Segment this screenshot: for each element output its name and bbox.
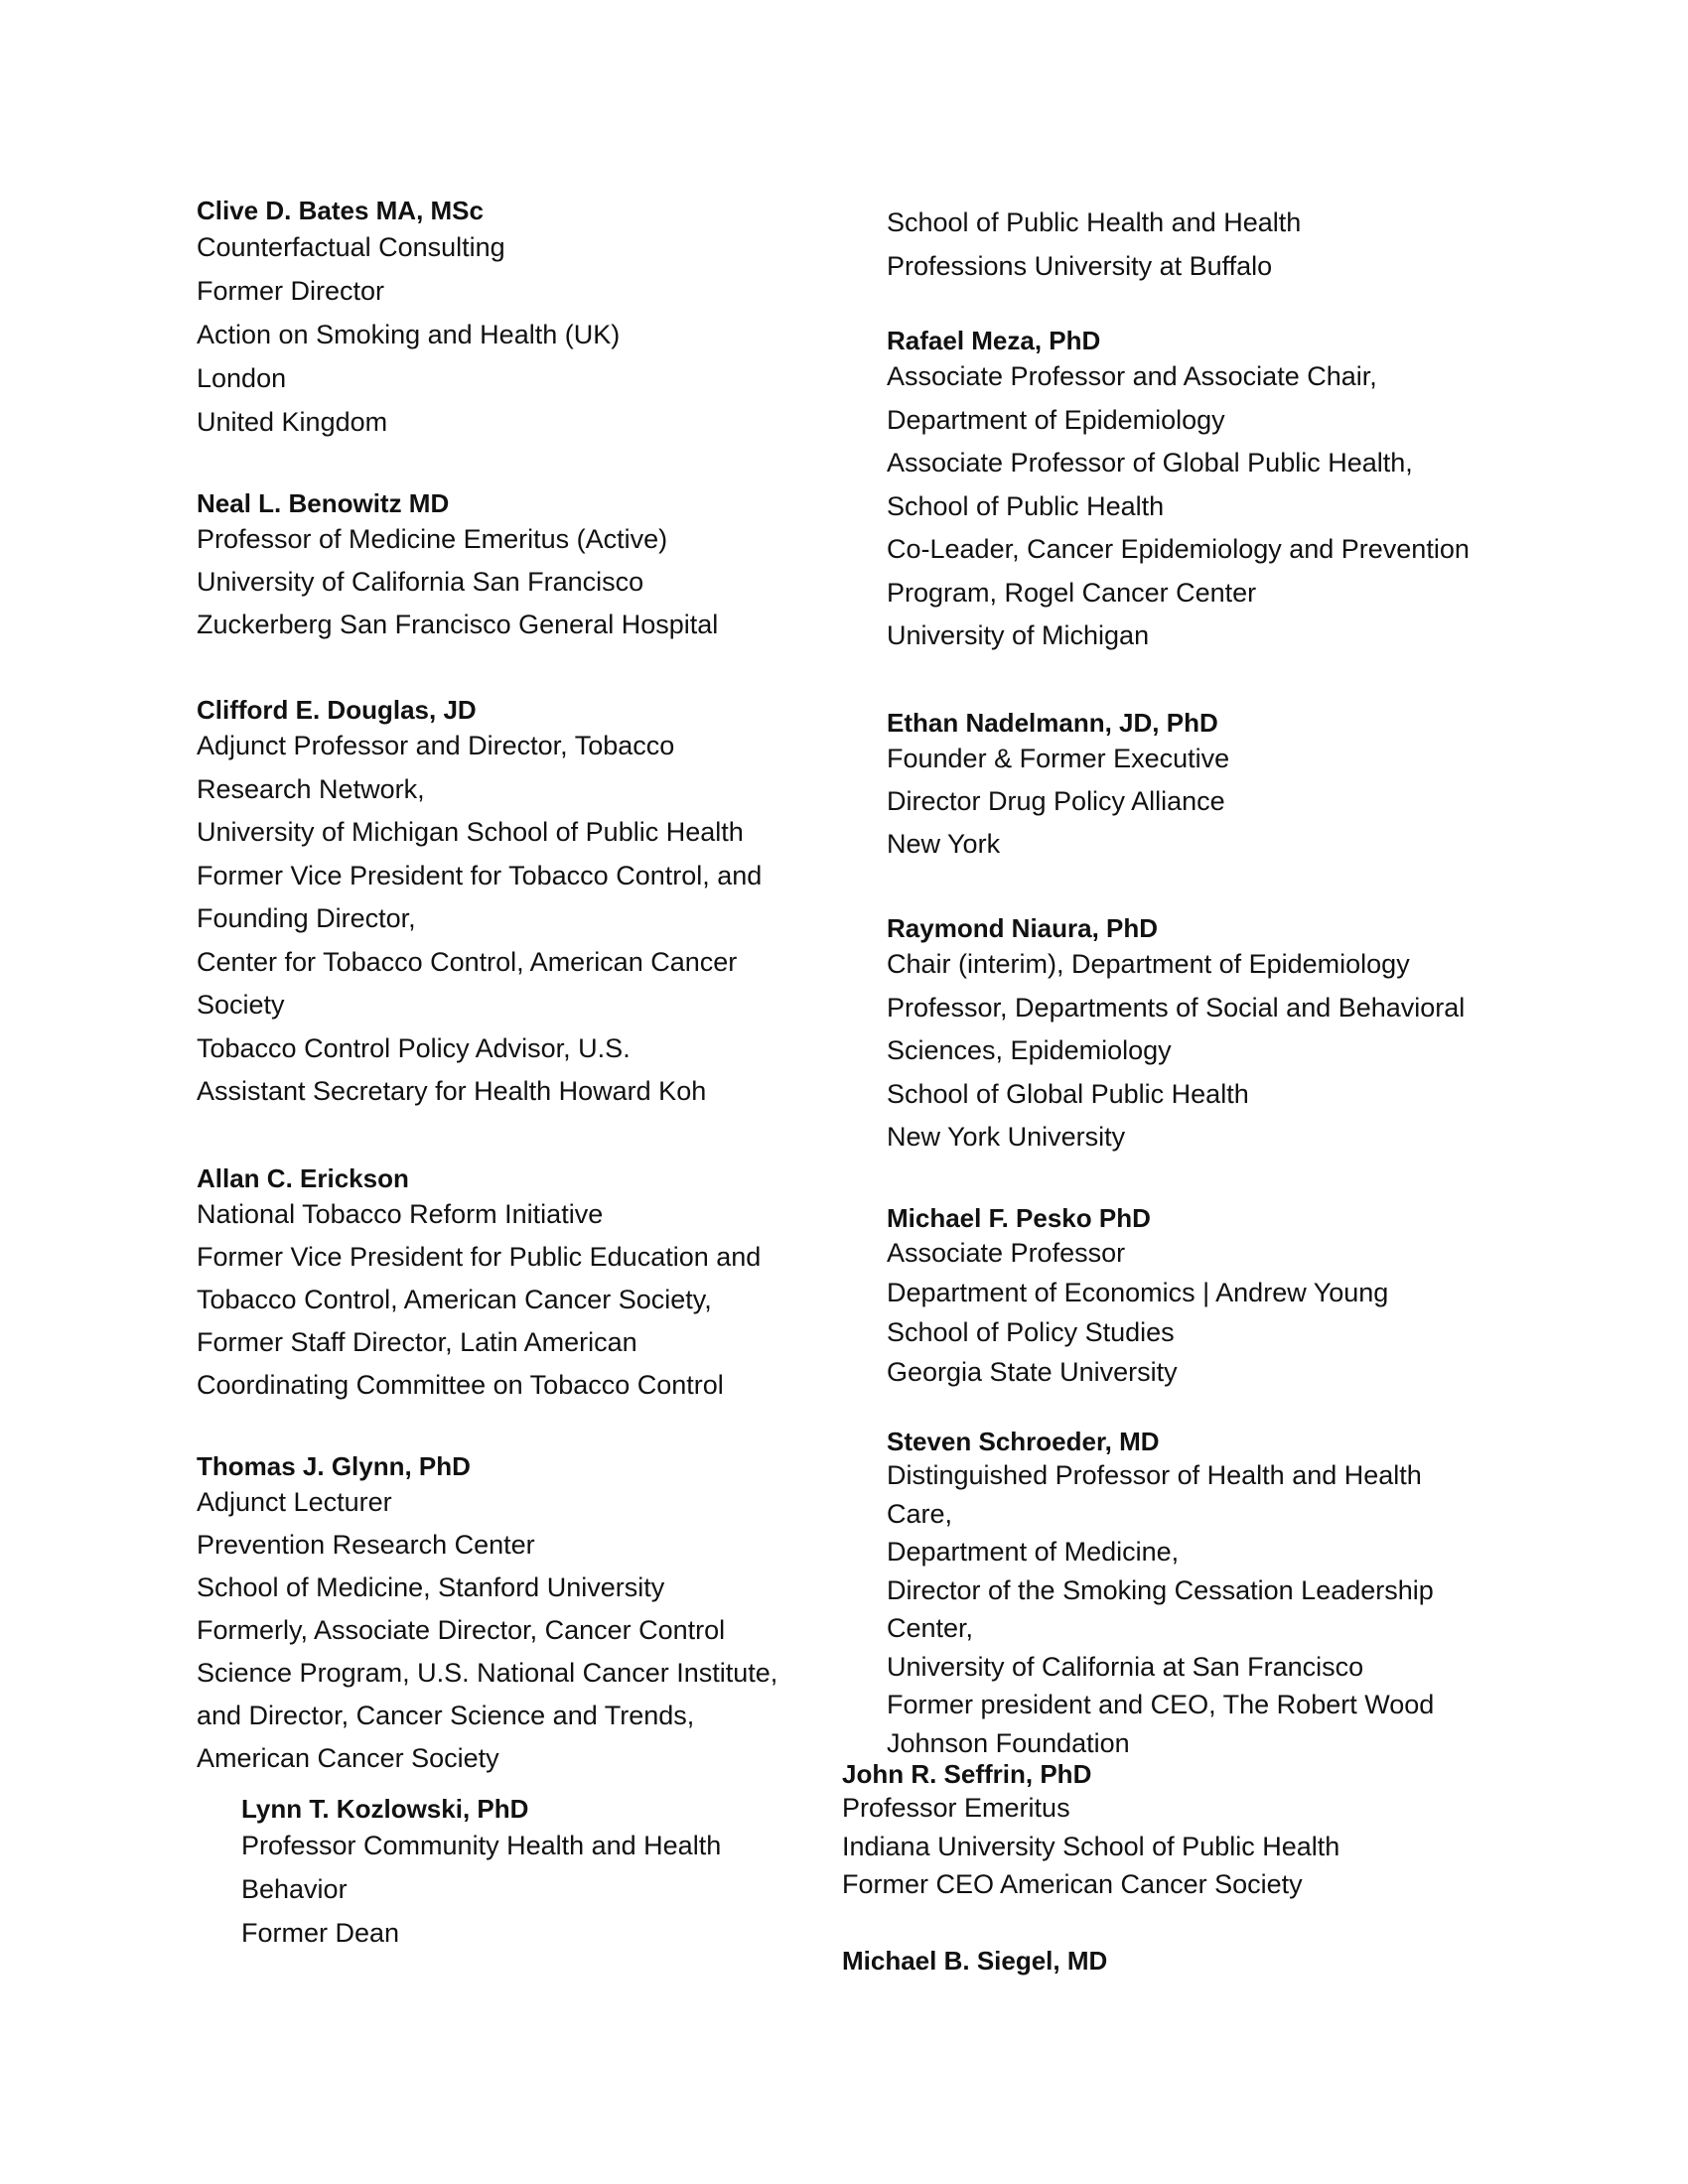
affiliation-line: London [197,363,287,393]
signatory-entry [197,1163,832,1407]
affiliation-line: Prevention Research Center [197,1530,535,1560]
affiliation-line: New York University [887,1122,1126,1152]
affiliation-line: Chair (interim), Department of Epidemiology [887,949,1410,979]
affiliation-line: Department of Medicine, [887,1537,1180,1567]
affiliation-line: American Cancer Society [197,1743,499,1773]
signatory-entry [197,488,832,646]
affiliation-line: Professor, Departments of Social and Behavioral [887,992,1466,1023]
affiliation-line: Former Vice President for Public Education and [197,1242,762,1272]
affiliation-line: School of Global Public Health [887,1078,1249,1109]
signatory-entry [197,695,832,1114]
affiliation-line: School of Public Health and Health [887,207,1302,237]
affiliation-line: Former CEO American Cancer Society [842,1869,1303,1899]
affiliation-line: Co-Leader, Cancer Epidemiology and Prevention [887,534,1470,564]
signatory-entry [842,1946,1477,1976]
affiliation-line: Johnson Foundation [887,1727,1130,1758]
affiliation-line: and Director, Cancer Science and Trends, [197,1701,695,1730]
affiliation-line: University of California San Francisco [197,567,644,597]
affiliation-line: Associate Professor [887,1238,1126,1268]
affiliation-line: University of Michigan School of Public Health [197,817,744,847]
signatory-entry [887,326,1522,658]
affiliation-line: Distinguished Professor of Health and Health [887,1460,1422,1490]
affiliation-line: Associate Professor of Global Public Health, [887,448,1413,478]
affiliation-line: Center for Tobacco Control, American Cancer [197,946,738,977]
signatory-entry [887,1203,1522,1392]
signatory-name: Neal L. Benowitz MD [197,488,450,518]
affiliation-line: Adjunct Lecturer [197,1487,392,1517]
signatory-name: Rafael Meza, PhD [887,326,1101,355]
affiliation-line: Director Drug Policy Alliance [887,786,1225,816]
signatory-name: Lynn T. Kozlowski, PhD [241,1794,529,1824]
signatory-name: Michael F. Pesko PhD [887,1203,1151,1233]
affiliation-line: Indiana University School of Public Health [842,1831,1340,1861]
signatory-name: Raymond Niaura, PhD [887,913,1159,943]
affiliation-line: Adjunct Professor and Director, Tobacco [197,731,675,760]
affiliation-line: Behavior [241,1874,348,1904]
signatory-name: Thomas J. Glynn, PhD [197,1451,471,1481]
signatory-entry [197,1451,832,1780]
affiliation-line: Formerly, Associate Director, Cancer Control [197,1615,726,1645]
affiliation-line: Care, [887,1498,953,1529]
signatory-entry [887,708,1522,866]
affiliation-line: United Kingdom [197,407,388,437]
affiliation-line: Former president and CEO, The Robert Wood [887,1690,1435,1719]
affiliation-line: Center, [887,1613,974,1643]
affiliation-line: University of California at San Francisco [887,1651,1364,1682]
affiliation-line: Department of Economics | Andrew Young [887,1278,1389,1307]
affiliation-line: Former Dean [241,1918,400,1948]
affiliation-line: New York [887,829,1001,859]
affiliation-line: Science Program, U.S. National Cancer Institute, [197,1658,778,1688]
affiliation-line: Professor Community Health and Health [241,1831,722,1860]
signatory-name: Steven Schroeder, MD [887,1427,1160,1456]
affiliation-line: Assistant Secretary for Health Howard Koh [197,1076,707,1106]
affiliation-line: Former Director [197,276,385,306]
signatory-entry [887,1427,1522,1762]
signatory-name: Ethan Nadelmann, JD, PhD [887,708,1218,738]
affiliation-line: Department of Epidemiology [887,404,1225,435]
affiliation-line: Professor of Medicine Emeritus (Active) [197,524,668,554]
affiliation-line: Founding Director, [197,903,416,933]
affiliation-line: Founder & Former Executive [887,744,1230,773]
signatory-entry [842,1759,1477,1904]
affiliation-line: Tobacco Control, American Cancer Society, [197,1285,712,1314]
affiliation-line: Coordinating Committee on Tobacco Control [197,1370,724,1400]
signatory-name: Michael B. Siegel, MD [842,1946,1108,1976]
signatory-entry-continued [887,201,1522,288]
affiliation-line: Research Network, [197,773,425,804]
affiliation-line: Professor Emeritus [842,1793,1070,1823]
signatory-name: John R. Seffrin, PhD [842,1759,1092,1789]
affiliation-line: Zuckerberg San Francisco General Hospital [197,610,719,639]
signatory-name: Clifford E. Douglas, JD [197,695,477,725]
affiliation-line: Associate Professor and Associate Chair, [887,361,1377,391]
affiliation-line: School of Public Health [887,490,1165,521]
affiliation-line: Georgia State University [887,1357,1178,1387]
affiliation-line: University of Michigan [887,620,1150,650]
affiliation-line: School of Policy Studies [887,1317,1175,1347]
affiliation-line: Professions University at Buffalo [887,251,1273,281]
signatory-entry [241,1794,877,1955]
affiliation-line: Former Vice President for Tobacco Control, and [197,860,763,890]
affiliation-line: Counterfactual Consulting [197,232,505,262]
signatory-name: Clive D. Bates MA, MSc [197,196,484,225]
signatory-entry [197,196,832,444]
affiliation-line: Action on Smoking and Health (UK) [197,320,621,349]
affiliation-line: Tobacco Control Policy Advisor, U.S. [197,1032,631,1063]
signatory-name: Allan C. Erickson [197,1163,409,1193]
affiliation-line: School of Medicine, Stanford University [197,1572,665,1602]
affiliation-line: Sciences, Epidemiology [887,1035,1172,1065]
affiliation-line: Society [197,990,285,1020]
affiliation-line: Program, Rogel Cancer Center [887,577,1257,608]
affiliation-line: National Tobacco Reform Initiative [197,1199,604,1229]
affiliation-line: Former Staff Director, Latin American [197,1327,637,1357]
signatory-entry [887,913,1522,1160]
affiliation-line: Director of the Smoking Cessation Leadership [887,1574,1434,1605]
